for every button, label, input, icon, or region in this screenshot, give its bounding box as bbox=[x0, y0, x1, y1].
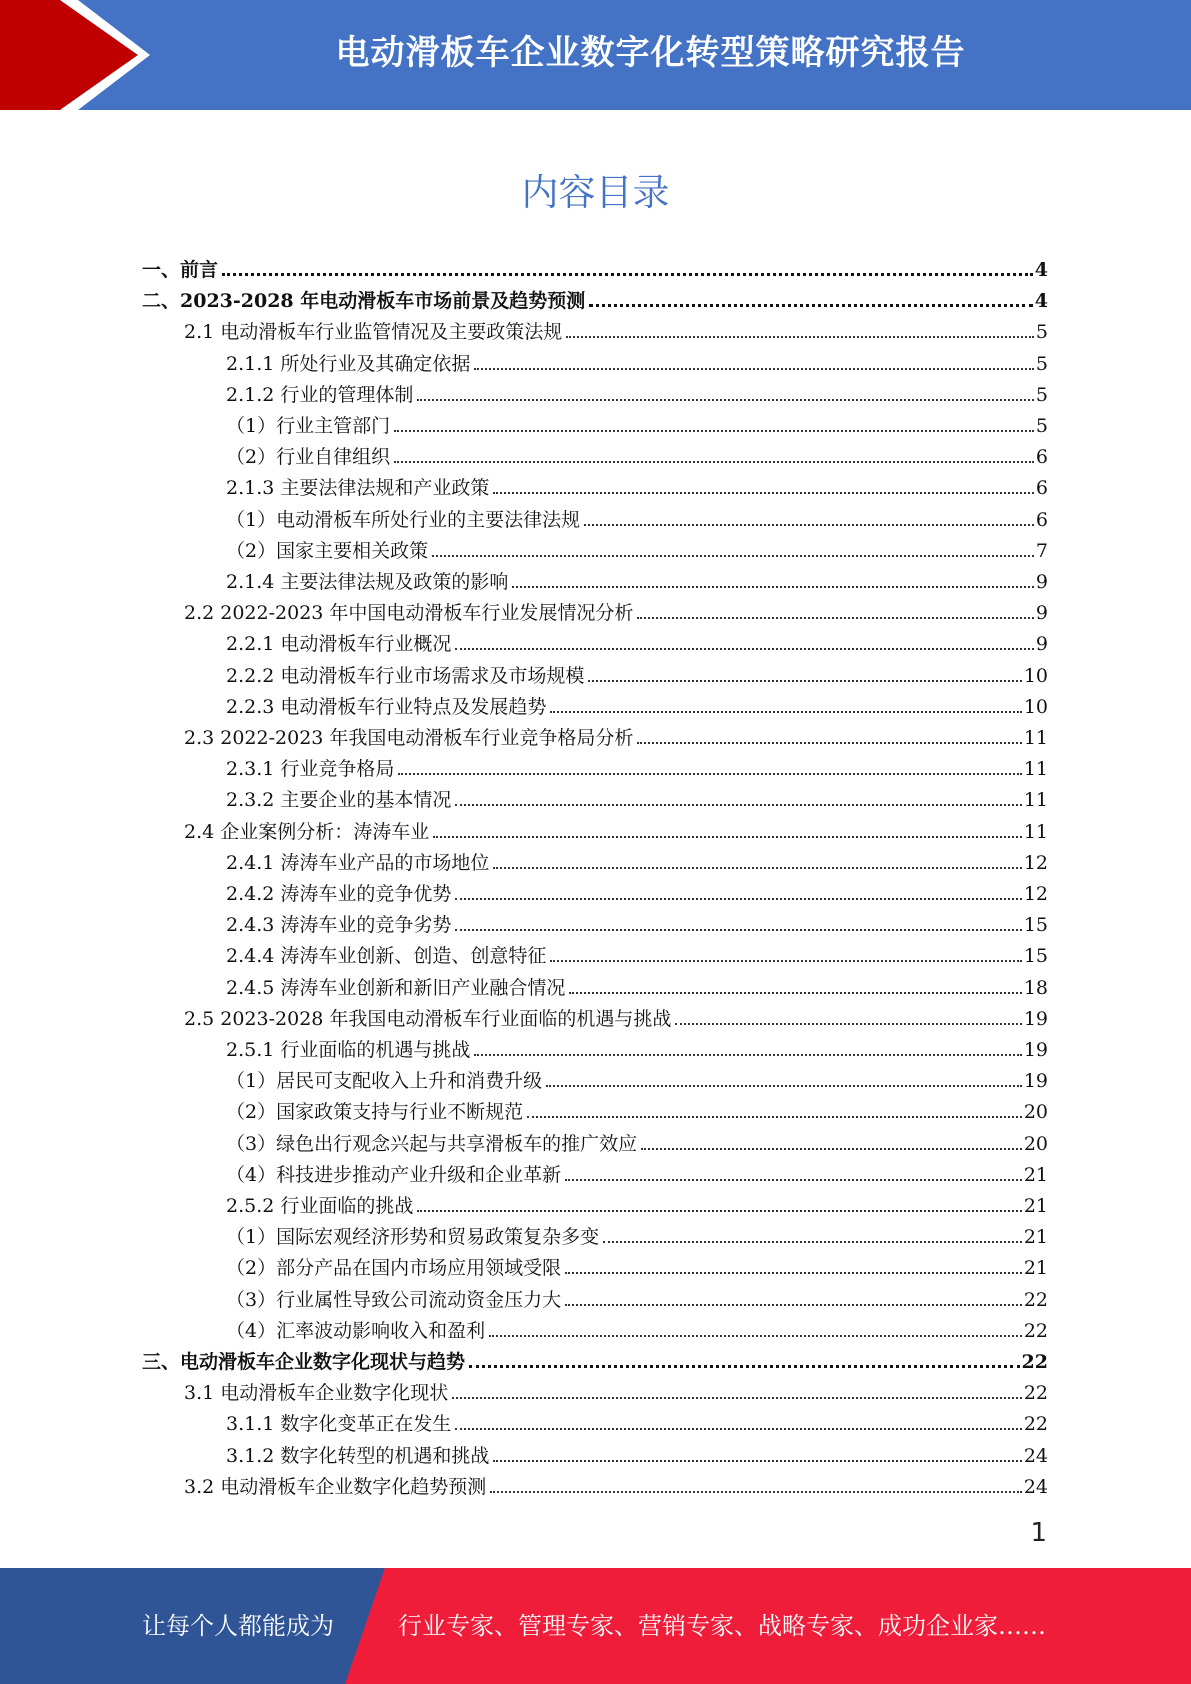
toc-entry-page: 5 bbox=[1035, 383, 1048, 406]
toc-entry-title: 2.1.3 主要法律法规和产业政策 bbox=[226, 477, 490, 500]
toc-entry-page: 19 bbox=[1023, 1039, 1048, 1061]
toc-entry[interactable] bbox=[226, 1035, 1048, 1066]
toc-leader-dots bbox=[455, 648, 1034, 650]
toc-entry-page: 11 bbox=[1023, 758, 1048, 781]
toc-entry-title: 2.2.2 电动滑板车行业市场需求及市场规模 bbox=[226, 664, 585, 687]
toc-entry-title: 2.5 2023-2028 年我国电动滑板车行业面临的机遇与挑战 bbox=[184, 1007, 672, 1030]
toc-entry-title: 2.1.2 行业的管理体制 bbox=[226, 383, 414, 406]
toc-entry-title: （3）行业属性导致公司流动资金压力大 bbox=[226, 1288, 562, 1311]
toc-entry-page: 22 bbox=[1023, 1413, 1048, 1436]
toc-entry-title: 二、2023-2028 年电动滑板车市场前景及趋势预测 bbox=[142, 290, 586, 313]
toc-leader-dots bbox=[474, 368, 1034, 370]
toc-entry[interactable] bbox=[142, 286, 1048, 317]
toc-entry-page: 6 bbox=[1035, 446, 1048, 469]
toc-leader-dots bbox=[588, 680, 1021, 682]
toc-entry-page: 10 bbox=[1023, 695, 1048, 718]
toc-entry[interactable] bbox=[184, 1472, 1048, 1503]
toc-entry[interactable] bbox=[226, 1441, 1048, 1472]
toc-entry[interactable] bbox=[226, 910, 1048, 941]
toc-entry-page: 19 bbox=[1023, 1070, 1048, 1093]
toc-entry-page: 9 bbox=[1035, 602, 1048, 625]
toc-entry-page: 6 bbox=[1035, 508, 1048, 531]
toc-leader-dots bbox=[417, 399, 1034, 401]
toc-entry[interactable] bbox=[226, 629, 1048, 660]
toc-entry-title: 2.2.1 电动滑板车行业概况 bbox=[226, 633, 452, 656]
toc-entry-title: 2.5.1 行业面临的机遇与挑战 bbox=[226, 1039, 471, 1061]
toc-entry-page: 24 bbox=[1023, 1475, 1048, 1498]
toc-entry[interactable] bbox=[226, 1160, 1048, 1191]
toc-leader-dots bbox=[565, 1272, 1022, 1274]
toc-leader-dots bbox=[455, 804, 1021, 806]
toc-entry-page: 9 bbox=[1035, 571, 1048, 593]
toc-entry[interactable] bbox=[184, 817, 1048, 848]
toc-entry-page: 11 bbox=[1023, 727, 1048, 749]
toc-entry-page: 22 bbox=[1021, 1351, 1048, 1373]
toc-entry[interactable] bbox=[226, 1409, 1048, 1440]
toc-leader-dots bbox=[527, 1116, 1022, 1118]
toc-leader-dots bbox=[641, 1148, 1022, 1150]
toc-entry-title: （4）汇率波动影响收入和盈利 bbox=[226, 1319, 486, 1342]
toc-leader-dots bbox=[398, 773, 1021, 775]
toc-leader-dots bbox=[493, 492, 1034, 494]
toc-entry-page: 22 bbox=[1023, 1382, 1048, 1405]
header-arrow-graphic bbox=[0, 0, 160, 110]
toc-entry[interactable] bbox=[226, 692, 1048, 723]
toc-entry-title: 3.1 电动滑板车企业数字化现状 bbox=[184, 1382, 449, 1405]
toc-entry-page: 12 bbox=[1023, 851, 1048, 874]
toc-leader-dots bbox=[589, 304, 1033, 307]
toc-entry-page: 5 bbox=[1035, 352, 1048, 375]
toc-entry-page: 5 bbox=[1035, 415, 1048, 437]
toc-entry-title: （2）部分产品在国内市场应用领域受限 bbox=[226, 1257, 562, 1280]
toc-entry[interactable] bbox=[226, 380, 1048, 411]
toc-entry-title: 2.3 2022-2023 年我国电动滑板车行业竞争格局分析 bbox=[184, 727, 634, 749]
toc-entry[interactable] bbox=[184, 317, 1048, 348]
toc-leader-dots bbox=[433, 836, 1022, 838]
toc-entry-title: 2.3.1 行业竞争格局 bbox=[226, 758, 395, 781]
toc-entry-title: （4）科技进步推动产业升级和企业革新 bbox=[226, 1163, 562, 1186]
toc-leader-dots bbox=[474, 1054, 1021, 1056]
toc-entry-page: 9 bbox=[1035, 633, 1048, 656]
toc-entry-title: 一、前言 bbox=[142, 259, 219, 281]
toc-leader-dots bbox=[455, 929, 1021, 931]
toc-entry-page: 15 bbox=[1023, 945, 1048, 968]
toc-entry-page: 22 bbox=[1023, 1319, 1048, 1342]
toc-leader-dots bbox=[512, 586, 1034, 588]
toc-leader-dots bbox=[603, 1241, 1022, 1243]
toc-entry[interactable] bbox=[226, 1066, 1048, 1097]
toc-entry-page: 7 bbox=[1035, 539, 1048, 562]
toc-leader-dots bbox=[455, 898, 1021, 900]
toc-entry[interactable] bbox=[184, 1378, 1048, 1409]
toc-leader-dots bbox=[394, 430, 1034, 432]
toc-entry-title: 2.4 企业案例分析：涛涛车业 bbox=[184, 820, 430, 843]
toc-entry-title: （2）国家主要相关政策 bbox=[226, 539, 429, 562]
toc-entry-page: 11 bbox=[1023, 789, 1048, 812]
toc-leader-dots bbox=[565, 1304, 1022, 1306]
toc-entry[interactable] bbox=[226, 1222, 1048, 1253]
toc-leader-dots bbox=[566, 336, 1034, 338]
toc-leader-dots bbox=[432, 555, 1034, 557]
toc-entry[interactable] bbox=[226, 1129, 1048, 1160]
toc-entry-title: 3.2 电动滑板车企业数字化趋势预测 bbox=[184, 1475, 487, 1498]
toc-entry-page: 5 bbox=[1035, 321, 1048, 344]
toc-leader-dots bbox=[550, 960, 1021, 962]
toc-entry-page: 24 bbox=[1023, 1444, 1048, 1467]
toc-entry[interactable] bbox=[226, 349, 1048, 380]
toc-entry-title: 2.2 2022-2023 年中国电动滑板车行业发展情况分析 bbox=[184, 602, 634, 625]
toc-leader-dots bbox=[417, 1210, 1021, 1212]
toc-entry-page: 21 bbox=[1023, 1195, 1048, 1217]
toc-entry[interactable] bbox=[226, 567, 1048, 598]
toc-entry[interactable] bbox=[226, 473, 1048, 504]
page-footer bbox=[0, 1568, 1191, 1684]
toc-entry-title: 2.4.5 涛涛车业创新和新旧产业融合情况 bbox=[226, 976, 566, 999]
toc-leader-dots bbox=[489, 1335, 1022, 1337]
toc-entry-page: 21 bbox=[1023, 1226, 1048, 1249]
footer-slogan-right: 行业专家、管理专家、营销专家、战略专家、成功企业家…… bbox=[398, 1612, 1046, 1640]
toc-entry-title: （1）行业主管部门 bbox=[226, 415, 391, 437]
toc-entry-page: 11 bbox=[1023, 820, 1048, 843]
toc-entry-title: 2.4.1 涛涛车业产品的市场地位 bbox=[226, 851, 490, 874]
toc-entry-title: （2）国家政策支持与行业不断规范 bbox=[226, 1101, 524, 1124]
toc-entry-title: （1）国际宏观经济形势和贸易政策复杂多变 bbox=[226, 1226, 600, 1249]
toc-entry-title: 2.1.4 主要法律法规及政策的影响 bbox=[226, 571, 509, 593]
toc-entry-title: 2.3.2 主要企业的基本情况 bbox=[226, 789, 452, 812]
toc-entry-page: 19 bbox=[1023, 1007, 1048, 1030]
toc-entry-page: 15 bbox=[1023, 914, 1048, 937]
toc-entry-title: 2.4.4 涛涛车业创新、创造、创意特征 bbox=[226, 945, 547, 968]
page-header bbox=[0, 0, 1191, 110]
toc-entry[interactable] bbox=[226, 754, 1048, 785]
toc-leader-dots bbox=[455, 1428, 1021, 1430]
toc-entry-title: 2.5.2 行业面临的挑战 bbox=[226, 1195, 414, 1217]
toc-entry-title: （1）居民可支配收入上升和消费升级 bbox=[226, 1070, 543, 1093]
toc-leader-dots bbox=[637, 742, 1021, 744]
toc-entry[interactable] bbox=[226, 442, 1048, 473]
toc-entry[interactable] bbox=[184, 598, 1048, 629]
toc-entry[interactable] bbox=[226, 661, 1048, 692]
toc-leader-dots bbox=[469, 1365, 1020, 1368]
toc-entry-page: 18 bbox=[1023, 976, 1048, 999]
toc-entry[interactable] bbox=[226, 785, 1048, 816]
toc-entry[interactable] bbox=[142, 1347, 1048, 1378]
toc-entry-page: 21 bbox=[1023, 1257, 1048, 1280]
toc-entry-page: 20 bbox=[1023, 1132, 1048, 1155]
toc-entry-title: （3）绿色出行观念兴起与共享滑板车的推广效应 bbox=[226, 1132, 638, 1155]
page-number: 1 bbox=[1030, 1518, 1047, 1548]
toc-entry[interactable] bbox=[226, 848, 1048, 879]
toc-entry-title: 2.1 电动滑板车行业监管情况及主要政策法规 bbox=[184, 321, 563, 344]
toc-entry-title: 三、电动滑板车企业数字化现状与趋势 bbox=[142, 1351, 466, 1373]
toc-entry-page: 12 bbox=[1023, 883, 1048, 905]
toc-entry-page: 6 bbox=[1035, 477, 1048, 500]
toc-leader-dots bbox=[550, 711, 1021, 713]
toc-leader-dots bbox=[394, 461, 1034, 463]
toc-entry[interactable] bbox=[226, 411, 1048, 442]
toc-entry-title: 2.1.1 所处行业及其确定依据 bbox=[226, 352, 471, 375]
toc-entry[interactable] bbox=[184, 723, 1048, 754]
toc-entry-page: 20 bbox=[1023, 1101, 1048, 1124]
toc-entry-title: 2.2.3 电动滑板车行业特点及发展趋势 bbox=[226, 695, 547, 718]
toc-entry-page: 4 bbox=[1034, 290, 1048, 313]
toc-title: 内容目录 bbox=[521, 171, 670, 214]
toc-entry[interactable] bbox=[226, 536, 1048, 567]
toc-leader-dots bbox=[675, 1023, 1021, 1025]
toc-entry[interactable] bbox=[226, 1253, 1048, 1284]
toc-entry[interactable] bbox=[226, 1316, 1048, 1347]
toc-entry-title: 2.4.3 涛涛车业的竞争劣势 bbox=[226, 914, 452, 937]
toc-leader-dots bbox=[584, 524, 1034, 526]
toc-entry-title: （1）电动滑板车所处行业的主要法律法规 bbox=[226, 508, 581, 531]
toc-entry[interactable] bbox=[142, 255, 1048, 286]
report-title: 电动滑板车企业数字化转型策略研究报告 bbox=[335, 33, 966, 73]
toc-entry[interactable] bbox=[226, 941, 1048, 972]
toc-entry[interactable] bbox=[226, 505, 1048, 536]
toc-leader-dots bbox=[569, 992, 1021, 994]
toc-entry[interactable] bbox=[226, 1285, 1048, 1316]
toc-entry-title: 2.4.2 涛涛车业的竞争优势 bbox=[226, 883, 452, 905]
toc-entry-title: 3.1.1 数字化变革正在发生 bbox=[226, 1413, 452, 1436]
toc-leader-dots bbox=[546, 1085, 1022, 1087]
toc-entry-page: 4 bbox=[1034, 259, 1048, 281]
toc-leader-dots bbox=[452, 1397, 1022, 1399]
toc-entry-page: 22 bbox=[1023, 1288, 1048, 1311]
toc-entry-page: 21 bbox=[1023, 1163, 1048, 1186]
toc-entry[interactable] bbox=[226, 973, 1048, 1004]
toc-entry[interactable] bbox=[226, 1191, 1048, 1222]
footer-slogan-left: 让每个人都能成为 bbox=[142, 1612, 334, 1640]
toc-entry-title: （2）行业自律组织 bbox=[226, 446, 391, 469]
toc-leader-dots bbox=[637, 617, 1033, 619]
toc-entry-title: 3.1.2 数字化转型的机遇和挑战 bbox=[226, 1444, 490, 1467]
toc-leader-dots bbox=[565, 1179, 1022, 1181]
toc-entry-page: 10 bbox=[1023, 664, 1048, 687]
toc-entry[interactable] bbox=[226, 879, 1048, 910]
toc-leader-dots bbox=[490, 1491, 1022, 1493]
toc-entry[interactable] bbox=[184, 1004, 1048, 1035]
toc-leader-dots bbox=[493, 867, 1021, 869]
toc-entry[interactable] bbox=[226, 1097, 1048, 1128]
toc-leader-dots bbox=[222, 273, 1033, 276]
toc-leader-dots bbox=[493, 1460, 1021, 1462]
